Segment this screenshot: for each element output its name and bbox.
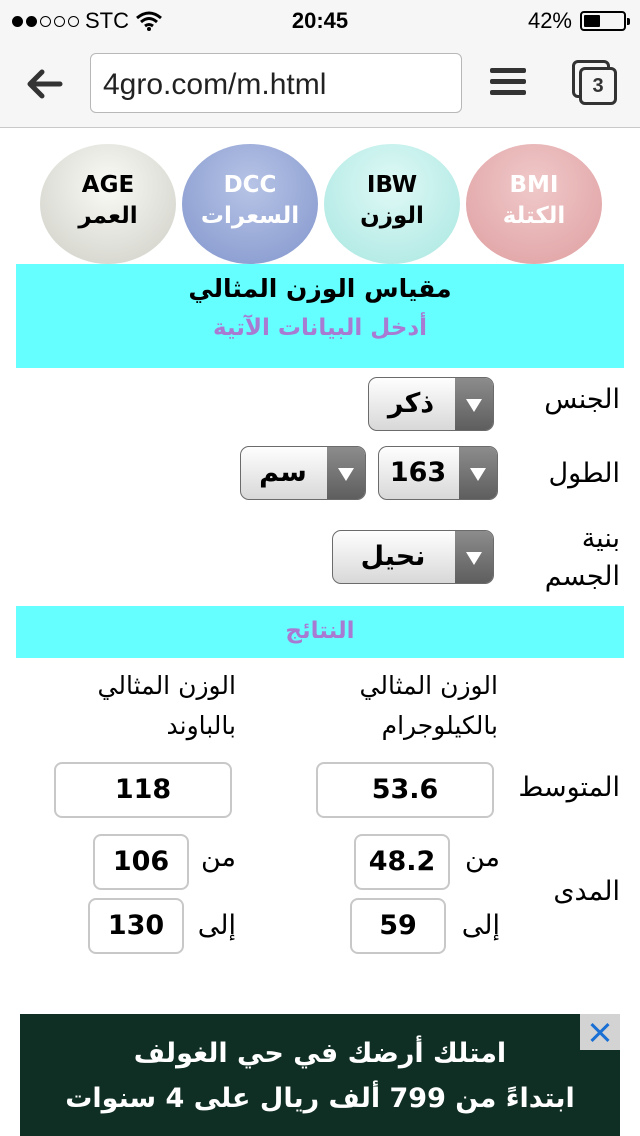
lb-column-header-line1: الوزن المثالي xyxy=(97,671,236,700)
chevron-down-icon xyxy=(455,378,493,430)
carrier-name: STC xyxy=(85,8,129,33)
kg-range-to-output: 59 xyxy=(350,898,446,954)
chevron-down-icon xyxy=(459,447,497,499)
lb-average-output: 118 xyxy=(54,762,232,818)
kg-column-header xyxy=(360,666,499,746)
gender-value: ذكر xyxy=(387,388,435,419)
height-select[interactable] xyxy=(378,446,498,500)
nav-dcc-code: DCC xyxy=(223,172,277,198)
lb-from-label: من xyxy=(200,842,236,873)
ad-headline: امتلك أرضك في حي الغولف xyxy=(133,1038,507,1069)
gender-label: الجنس xyxy=(544,384,620,415)
kg-from-label: من xyxy=(464,842,500,873)
tab-count: 3 xyxy=(579,67,617,105)
body-type-label-line1: بنية xyxy=(581,523,620,554)
body-type-select[interactable] xyxy=(332,530,494,584)
lb-column-header-line2: بالباوند xyxy=(166,711,236,740)
results-header: النتائج xyxy=(16,606,624,658)
nav-age-code: AGE xyxy=(81,172,135,198)
page-title: مقياس الوزن المثالي xyxy=(188,274,452,303)
back-arrow-icon[interactable] xyxy=(22,62,66,106)
nav-dcc-label: السعرات xyxy=(200,203,300,229)
menu-icon[interactable] xyxy=(490,68,526,100)
height-value: 163 xyxy=(389,457,447,488)
gender-select[interactable] xyxy=(368,377,494,431)
range-label: المدى xyxy=(553,876,620,907)
page-subtitle: أدخل البيانات الآتية xyxy=(212,315,428,341)
lb-column-header xyxy=(98,666,237,746)
tabs-button[interactable] xyxy=(572,60,618,106)
nav-age-label: العمر xyxy=(78,203,138,229)
nav-bmi-button[interactable] xyxy=(466,144,602,264)
ad-banner[interactable] xyxy=(20,1014,620,1136)
nav-ibw-label: الوزن xyxy=(360,203,424,229)
battery-icon xyxy=(580,11,626,31)
lb-range-from-output: 106 xyxy=(93,834,189,890)
body-type-label-line2: الجسم xyxy=(544,561,620,592)
average-label: المتوسط xyxy=(518,772,620,803)
address-bar[interactable]: 4gro.com/m.html xyxy=(90,53,462,113)
browser-toolbar xyxy=(0,40,640,128)
battery-status xyxy=(528,8,626,34)
body-type-value: نحيل xyxy=(360,541,426,572)
kg-to-label: إلى xyxy=(461,910,500,941)
lb-range-to-output: 130 xyxy=(88,898,184,954)
chevron-down-icon xyxy=(455,531,493,583)
battery-percent: 42% xyxy=(527,8,572,33)
nav-age-button[interactable] xyxy=(40,144,176,264)
nav-ibw-button[interactable] xyxy=(324,144,460,264)
kg-column-header-line2: بالكيلوجرام xyxy=(381,711,498,740)
lb-to-label: إلى xyxy=(197,910,236,941)
nav-ibw-code: IBW xyxy=(366,172,418,198)
height-unit-value: سم xyxy=(259,457,307,488)
status-bar xyxy=(0,0,640,40)
clock: 20:45 xyxy=(291,8,349,33)
kg-range-from-output: 48.2 xyxy=(354,834,450,890)
ad-subline: ابتداءً من 799 ألف ريال على 4 سنوات xyxy=(65,1083,575,1114)
body-type-label xyxy=(545,520,620,596)
nav-dcc-button[interactable] xyxy=(182,144,318,264)
calculator-header xyxy=(16,264,624,368)
height-label: الطول xyxy=(548,458,620,489)
close-icon[interactable] xyxy=(580,1014,620,1050)
nav-bmi-label: الكتلة xyxy=(502,203,566,229)
kg-average-output: 53.6 xyxy=(316,762,494,818)
chevron-down-icon xyxy=(327,447,365,499)
height-unit-select[interactable] xyxy=(240,446,366,500)
kg-column-header-line1: الوزن المثالي xyxy=(359,671,498,700)
nav-bmi-code: BMI xyxy=(509,172,559,198)
